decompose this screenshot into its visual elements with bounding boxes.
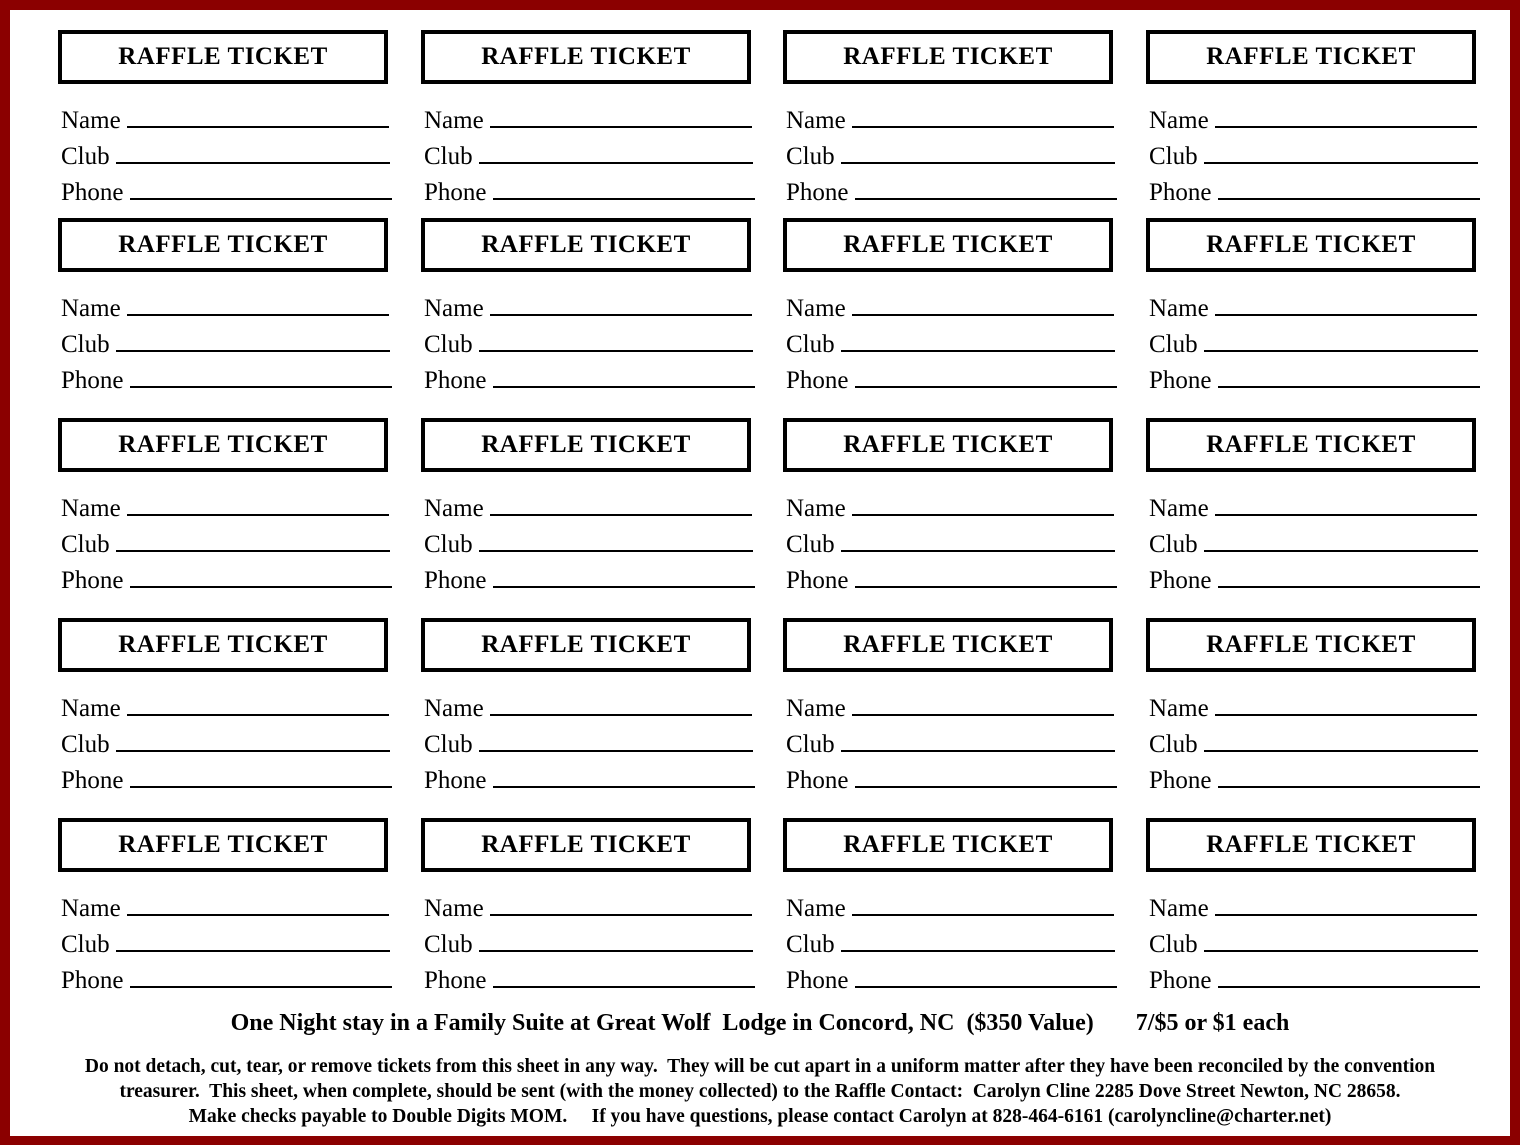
name-write-line[interactable] (852, 492, 1114, 516)
ticket-phone-field (424, 176, 755, 208)
ticket-name-field (786, 492, 1114, 524)
club-label: Club (424, 931, 473, 958)
phone-label: Phone (786, 179, 849, 206)
club-label: Club (1149, 331, 1198, 358)
club-write-line[interactable] (841, 140, 1115, 164)
ticket-phone-field (1149, 764, 1480, 796)
club-write-line[interactable] (841, 728, 1115, 752)
ticket-club-field (786, 928, 1115, 960)
name-label: Name (1149, 295, 1209, 322)
ticket-club-field (61, 528, 390, 560)
name-label: Name (424, 295, 484, 322)
phone-label: Phone (786, 367, 849, 394)
phone-write-line[interactable] (493, 564, 755, 588)
ticket-club-field (424, 328, 753, 360)
name-write-line[interactable] (852, 104, 1114, 128)
phone-write-line[interactable] (130, 564, 392, 588)
phone-label: Phone (61, 179, 124, 206)
raffle-ticket (1146, 218, 1520, 403)
club-label: Club (786, 531, 835, 558)
ticket-title: RAFFLE TICKET (421, 30, 751, 84)
ticket-title: RAFFLE TICKET (1146, 218, 1476, 272)
ticket-name-field (424, 492, 752, 524)
club-write-line[interactable] (841, 328, 1115, 352)
raffle-ticket (1146, 818, 1520, 1003)
phone-label: Phone (424, 567, 487, 594)
ticket-title: RAFFLE TICKET (421, 218, 751, 272)
name-write-line[interactable] (490, 692, 752, 716)
name-label: Name (786, 107, 846, 134)
name-write-line[interactable] (1215, 692, 1477, 716)
club-label: Club (61, 731, 110, 758)
phone-write-line[interactable] (855, 564, 1117, 588)
ticket-phone-field (1149, 176, 1480, 208)
phone-label: Phone (1149, 179, 1212, 206)
ticket-club-field (61, 728, 390, 760)
ticket-phone-field (61, 964, 392, 996)
name-label: Name (1149, 695, 1209, 722)
name-label: Name (61, 895, 121, 922)
ticket-title: RAFFLE TICKET (1146, 618, 1476, 672)
name-write-line[interactable] (127, 692, 389, 716)
club-write-line[interactable] (479, 728, 753, 752)
phone-write-line[interactable] (1218, 764, 1480, 788)
phone-label: Phone (424, 179, 487, 206)
raffle-ticket (783, 418, 1163, 603)
ticket-title: RAFFLE TICKET (58, 30, 388, 84)
club-write-line[interactable] (479, 528, 753, 552)
club-label: Club (1149, 143, 1198, 170)
club-write-line[interactable] (1204, 728, 1478, 752)
ticket-club-field (1149, 328, 1478, 360)
instructions-line-3: Make checks payable to Double Digits MOM. If you have questions, please contact Carolyn at 828-464-6161 (carolyncline@charter.net) (188, 1106, 1332, 1127)
phone-write-line[interactable] (493, 764, 755, 788)
club-label: Club (1149, 731, 1198, 758)
phone-write-line[interactable] (1218, 364, 1480, 388)
phone-write-line[interactable] (1218, 964, 1480, 988)
phone-write-line[interactable] (130, 764, 392, 788)
raffle-ticket (1146, 618, 1520, 803)
name-label: Name (1149, 107, 1209, 134)
ticket-name-field (61, 892, 389, 924)
name-label: Name (61, 495, 121, 522)
name-label: Name (424, 495, 484, 522)
name-write-line[interactable] (1215, 104, 1477, 128)
name-label: Name (1149, 495, 1209, 522)
club-write-line[interactable] (1204, 328, 1478, 352)
ticket-name-field (786, 292, 1114, 324)
ticket-phone-field (786, 764, 1117, 796)
club-label: Club (61, 143, 110, 170)
name-write-line[interactable] (127, 892, 389, 916)
club-write-line[interactable] (116, 528, 390, 552)
name-label: Name (424, 895, 484, 922)
phone-write-line[interactable] (493, 176, 755, 200)
name-write-line[interactable] (490, 292, 752, 316)
ticket-phone-field (786, 964, 1117, 996)
ticket-club-field (786, 328, 1115, 360)
phone-label: Phone (1149, 967, 1212, 994)
club-write-line[interactable] (841, 528, 1115, 552)
phone-write-line[interactable] (130, 176, 392, 200)
ticket-name-field (1149, 492, 1477, 524)
ticket-title: RAFFLE TICKET (421, 818, 751, 872)
phone-label: Phone (1149, 367, 1212, 394)
raffle-ticket (783, 218, 1163, 403)
phone-label: Phone (424, 767, 487, 794)
phone-write-line[interactable] (1218, 176, 1480, 200)
ticket-title: RAFFLE TICKET (783, 418, 1113, 472)
ticket-club-field (786, 140, 1115, 172)
ticket-title: RAFFLE TICKET (1146, 818, 1476, 872)
phone-write-line[interactable] (493, 364, 755, 388)
phone-write-line[interactable] (855, 764, 1117, 788)
instructions (20, 1054, 1500, 1129)
ticket-club-field (424, 528, 753, 560)
prize-description: One Night stay in a Family Suite at Great Wolf Lodge in Concord, NC ($350 Value) (230, 1010, 1094, 1036)
club-label: Club (786, 731, 835, 758)
name-write-line[interactable] (127, 104, 389, 128)
ticket-phone-field (786, 564, 1117, 596)
ticket-name-field (61, 492, 389, 524)
ticket-name-field (424, 692, 752, 724)
instructions-line-2: treasurer. This sheet, when complete, should be sent (with the money collected) to the Raffle Contact: Carolyn Cline 2285 Dove Street Newton, NC 28658. (119, 1081, 1401, 1102)
phone-label: Phone (786, 567, 849, 594)
ticket-title: RAFFLE TICKET (58, 218, 388, 272)
phone-write-line[interactable] (855, 176, 1117, 200)
phone-write-line[interactable] (1218, 564, 1480, 588)
club-write-line[interactable] (479, 928, 753, 952)
club-write-line[interactable] (1204, 140, 1478, 164)
name-label: Name (1149, 895, 1209, 922)
ticket-name-field (424, 292, 752, 324)
raffle-ticket (421, 418, 801, 603)
club-label: Club (61, 531, 110, 558)
ticket-club-field (61, 928, 390, 960)
phone-label: Phone (1149, 567, 1212, 594)
raffle-ticket (1146, 30, 1520, 215)
club-write-line[interactable] (1204, 928, 1478, 952)
ticket-name-field (61, 292, 389, 324)
ticket-name-field (61, 692, 389, 724)
ticket-phone-field (424, 764, 755, 796)
club-label: Club (424, 531, 473, 558)
ticket-title: RAFFLE TICKET (421, 618, 751, 672)
club-write-line[interactable] (841, 928, 1115, 952)
club-label: Club (786, 931, 835, 958)
ticket-club-field (424, 928, 753, 960)
club-write-line[interactable] (116, 140, 390, 164)
phone-write-line[interactable] (855, 364, 1117, 388)
ticket-name-field (1149, 892, 1477, 924)
name-label: Name (786, 295, 846, 322)
name-write-line[interactable] (1215, 892, 1477, 916)
ticket-phone-field (786, 364, 1117, 396)
ticket-title: RAFFLE TICKET (1146, 418, 1476, 472)
raffle-ticket (58, 30, 438, 215)
ticket-phone-field (1149, 964, 1480, 996)
name-write-line[interactable] (490, 104, 752, 128)
ticket-name-field (786, 104, 1114, 136)
name-label: Name (61, 107, 121, 134)
club-label: Club (786, 143, 835, 170)
name-label: Name (786, 495, 846, 522)
ticket-club-field (61, 140, 390, 172)
phone-label: Phone (61, 567, 124, 594)
raffle-ticket (58, 218, 438, 403)
raffle-ticket (58, 418, 438, 603)
raffle-ticket (783, 30, 1163, 215)
name-write-line[interactable] (490, 492, 752, 516)
raffle-ticket (421, 818, 801, 1003)
club-label: Club (61, 931, 110, 958)
ticket-phone-field (61, 564, 392, 596)
ticket-phone-field (424, 564, 755, 596)
ticket-phone-field (1149, 564, 1480, 596)
phone-label: Phone (61, 967, 124, 994)
name-write-line[interactable] (127, 492, 389, 516)
name-write-line[interactable] (852, 892, 1114, 916)
ticket-name-field (1149, 292, 1477, 324)
phone-label: Phone (786, 967, 849, 994)
raffle-ticket (421, 30, 801, 215)
raffle-ticket (1146, 418, 1520, 603)
ticket-phone-field (61, 364, 392, 396)
club-write-line[interactable] (116, 728, 390, 752)
ticket-title: RAFFLE TICKET (58, 618, 388, 672)
name-label: Name (786, 895, 846, 922)
ticket-phone-field (424, 364, 755, 396)
ticket-name-field (424, 892, 752, 924)
ticket-name-field (786, 892, 1114, 924)
club-label: Club (1149, 531, 1198, 558)
ticket-club-field (61, 328, 390, 360)
club-label: Club (424, 731, 473, 758)
ticket-name-field (1149, 104, 1477, 136)
name-label: Name (61, 295, 121, 322)
ticket-phone-field (61, 764, 392, 796)
name-write-line[interactable] (1215, 292, 1477, 316)
ticket-club-field (1149, 728, 1478, 760)
raffle-ticket (58, 818, 438, 1003)
phone-label: Phone (1149, 767, 1212, 794)
phone-label: Phone (61, 367, 124, 394)
ticket-name-field (61, 104, 389, 136)
name-write-line[interactable] (852, 692, 1114, 716)
ticket-name-field (786, 692, 1114, 724)
phone-label: Phone (786, 767, 849, 794)
raffle-ticket (783, 818, 1163, 1003)
ticket-phone-field (1149, 364, 1480, 396)
name-write-line[interactable] (1215, 492, 1477, 516)
club-write-line[interactable] (479, 328, 753, 352)
club-write-line[interactable] (116, 328, 390, 352)
raffle-ticket (783, 618, 1163, 803)
phone-label: Phone (61, 767, 124, 794)
ticket-club-field (1149, 928, 1478, 960)
ticket-phone-field (424, 964, 755, 996)
ticket-phone-field (61, 176, 392, 208)
club-label: Club (786, 331, 835, 358)
ticket-name-field (1149, 692, 1477, 724)
ticket-club-field (786, 528, 1115, 560)
name-write-line[interactable] (852, 292, 1114, 316)
ticket-title: RAFFLE TICKET (783, 218, 1113, 272)
club-write-line[interactable] (1204, 528, 1478, 552)
phone-write-line[interactable] (493, 964, 755, 988)
ticket-title: RAFFLE TICKET (58, 418, 388, 472)
name-write-line[interactable] (490, 892, 752, 916)
phone-label: Phone (424, 367, 487, 394)
club-label: Club (61, 331, 110, 358)
phone-write-line[interactable] (130, 364, 392, 388)
ticket-title: RAFFLE TICKET (1146, 30, 1476, 84)
ticket-phone-field (786, 176, 1117, 208)
ticket-title: RAFFLE TICKET (421, 418, 751, 472)
name-label: Name (786, 695, 846, 722)
phone-write-line[interactable] (855, 964, 1117, 988)
ticket-club-field (424, 728, 753, 760)
instructions-line-1: Do not detach, cut, tear, or remove tickets from this sheet in any way. They will be cut apart in a uniform matter after they have been reconciled by the convention (84, 1056, 1436, 1077)
name-label: Name (424, 107, 484, 134)
club-label: Club (424, 143, 473, 170)
raffle-ticket (421, 218, 801, 403)
club-label: Club (1149, 931, 1198, 958)
ticket-title: RAFFLE TICKET (783, 618, 1113, 672)
raffle-ticket (421, 618, 801, 803)
ticket-title: RAFFLE TICKET (58, 818, 388, 872)
phone-write-line[interactable] (130, 964, 392, 988)
ticket-club-field (1149, 140, 1478, 172)
raffle-ticket (58, 618, 438, 803)
club-write-line[interactable] (116, 928, 390, 952)
club-label: Club (424, 331, 473, 358)
ticket-club-field (1149, 528, 1478, 560)
club-write-line[interactable] (479, 140, 753, 164)
ticket-price: 7/$5 or $1 each (1135, 1010, 1290, 1036)
name-label: Name (61, 695, 121, 722)
ticket-title: RAFFLE TICKET (783, 818, 1113, 872)
ticket-name-field (424, 104, 752, 136)
phone-label: Phone (424, 967, 487, 994)
ticket-club-field (786, 728, 1115, 760)
name-write-line[interactable] (127, 292, 389, 316)
name-label: Name (424, 695, 484, 722)
ticket-club-field (424, 140, 753, 172)
prize-line (0, 1010, 1520, 1037)
ticket-title: RAFFLE TICKET (783, 30, 1113, 84)
